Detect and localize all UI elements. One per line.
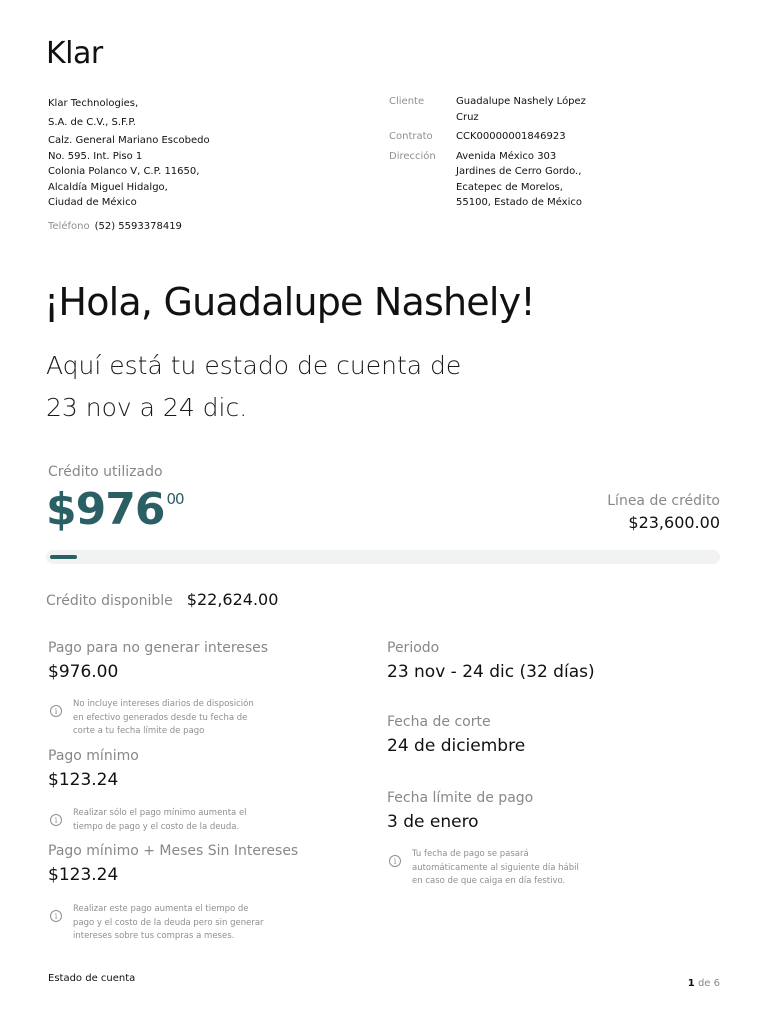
client-address-value bbox=[456, 149, 582, 211]
note-text bbox=[73, 698, 254, 739]
credit-used-label: Crédito utilizado bbox=[48, 464, 163, 480]
company-address-line: Calz. General Mariano Escobedo bbox=[48, 135, 210, 146]
note-line: pago y el costo de la deuda pero sin generar bbox=[73, 917, 264, 928]
statement-subtitle bbox=[46, 345, 546, 429]
info-icon bbox=[50, 910, 62, 922]
note-line: No incluye intereses diarios de disposición bbox=[73, 699, 254, 709]
no-interest-label: Pago para no generar intereses bbox=[48, 640, 269, 656]
client-name-value: Guadalupe Nashely López Cruz bbox=[456, 96, 586, 123]
company-name bbox=[48, 96, 288, 130]
greeting-heading: ¡Hola, Guadalupe Nashely! bbox=[44, 280, 535, 324]
note-line: corte a tu fecha límite de pago bbox=[73, 726, 205, 736]
info-icon bbox=[50, 814, 62, 826]
client-name-row bbox=[389, 94, 619, 125]
note-line: automáticamente al siguiente día hábil bbox=[412, 862, 579, 873]
credit-used-integer: $976 bbox=[46, 484, 165, 535]
klar-logo: Klar bbox=[46, 36, 103, 71]
company-address-line: No. 595. Int. Piso 1 bbox=[48, 150, 143, 162]
contract-row bbox=[389, 129, 619, 145]
client-info bbox=[389, 94, 619, 215]
msi-payment bbox=[48, 843, 368, 885]
note-text bbox=[73, 903, 264, 944]
company-address-line: Ciudad de México bbox=[48, 197, 137, 208]
client-address-line: Jardines de Cerro Gordo., bbox=[456, 166, 582, 177]
available-credit-label: Crédito disponible bbox=[46, 593, 173, 609]
company-info bbox=[48, 96, 288, 211]
no-interest-value: $976.00 bbox=[48, 662, 119, 682]
note-line: en efectivo generados desde tu fecha de bbox=[73, 712, 248, 723]
company-address-line: Alcaldía Miguel Hidalgo, bbox=[48, 181, 168, 193]
cut-date bbox=[387, 714, 707, 756]
note-line: Tu fecha de pago se pasará bbox=[412, 849, 529, 859]
page-separator: de bbox=[697, 978, 711, 989]
info-icon bbox=[50, 705, 62, 717]
phone-label: Teléfono bbox=[48, 221, 90, 232]
no-interest-note bbox=[50, 698, 310, 739]
note-text bbox=[73, 807, 247, 834]
minimum-payment-note bbox=[50, 807, 310, 834]
msi-payment-note bbox=[50, 903, 310, 944]
contract-label: Contrato bbox=[389, 131, 433, 142]
cut-date-label: Fecha de corte bbox=[387, 714, 491, 730]
credit-limit-label: Línea de crédito bbox=[607, 493, 720, 509]
phone-value: (52) 5593378419 bbox=[94, 221, 182, 232]
due-date-label: Fecha límite de pago bbox=[387, 790, 534, 806]
page-number bbox=[688, 978, 720, 989]
client-name-label: Cliente bbox=[389, 96, 425, 107]
note-line: intereses sobre tus compras a meses. bbox=[73, 931, 235, 941]
credit-used-cents: 00 bbox=[166, 490, 184, 508]
note-line: en caso de que caiga en día festivo. bbox=[412, 876, 566, 886]
footer-doc-title: Estado de cuenta bbox=[48, 973, 136, 984]
msi-payment-label: Pago mínimo + Meses Sin Intereses bbox=[48, 843, 299, 859]
page-current: 1 bbox=[687, 978, 695, 989]
contract-value: CCK00000001846923 bbox=[456, 131, 566, 142]
company-name-line1: Klar Technologies, bbox=[48, 98, 139, 109]
minimum-payment bbox=[48, 748, 348, 790]
page-total: 6 bbox=[713, 978, 720, 989]
credit-limit-value: $23,600.00 bbox=[628, 513, 720, 532]
credit-usage-bar bbox=[46, 550, 720, 564]
subtitle-line: 23 nov a 24 dic. bbox=[46, 393, 248, 422]
due-date bbox=[387, 790, 707, 832]
msi-payment-value: $123.24 bbox=[48, 865, 119, 885]
note-line: tiempo de pago y el costo de la deuda. bbox=[73, 821, 240, 832]
available-credit bbox=[46, 590, 278, 609]
company-phone bbox=[48, 221, 182, 232]
note-text bbox=[412, 848, 579, 889]
note-line: Realizar sólo el pago mínimo aumenta el bbox=[73, 808, 247, 818]
client-address-line: Ecatepec de Morelos, bbox=[456, 181, 563, 193]
company-address bbox=[48, 133, 288, 211]
company-name-line2: S.A. de C.V., S.F.P. bbox=[48, 116, 136, 128]
note-line: Realizar este pago aumenta el tiempo de bbox=[73, 904, 249, 914]
period-label: Periodo bbox=[387, 640, 440, 656]
credit-usage-fill bbox=[50, 555, 77, 559]
available-credit-value: $22,624.00 bbox=[186, 590, 279, 609]
client-address-line: Avenida México 303 bbox=[456, 150, 557, 162]
due-date-value: 3 de enero bbox=[387, 812, 479, 832]
statement-period bbox=[387, 640, 707, 682]
credit-used-amount bbox=[46, 484, 184, 535]
due-date-note bbox=[389, 848, 649, 889]
period-value: 23 nov - 24 dic (32 días) bbox=[387, 662, 595, 682]
company-address-line: Colonia Polanco V, C.P. 11650, bbox=[48, 166, 200, 177]
client-address-label: Dirección bbox=[389, 150, 436, 162]
minimum-payment-label: Pago mínimo bbox=[48, 748, 139, 764]
client-address-line: 55100, Estado de México bbox=[456, 197, 582, 208]
minimum-payment-value: $123.24 bbox=[48, 770, 119, 790]
client-address-row bbox=[389, 149, 619, 211]
no-interest-payment bbox=[48, 640, 348, 682]
subtitle-line: Aquí está tu estado de cuenta de bbox=[46, 351, 462, 380]
cut-date-value: 24 de diciembre bbox=[387, 736, 526, 756]
info-icon bbox=[389, 855, 401, 867]
